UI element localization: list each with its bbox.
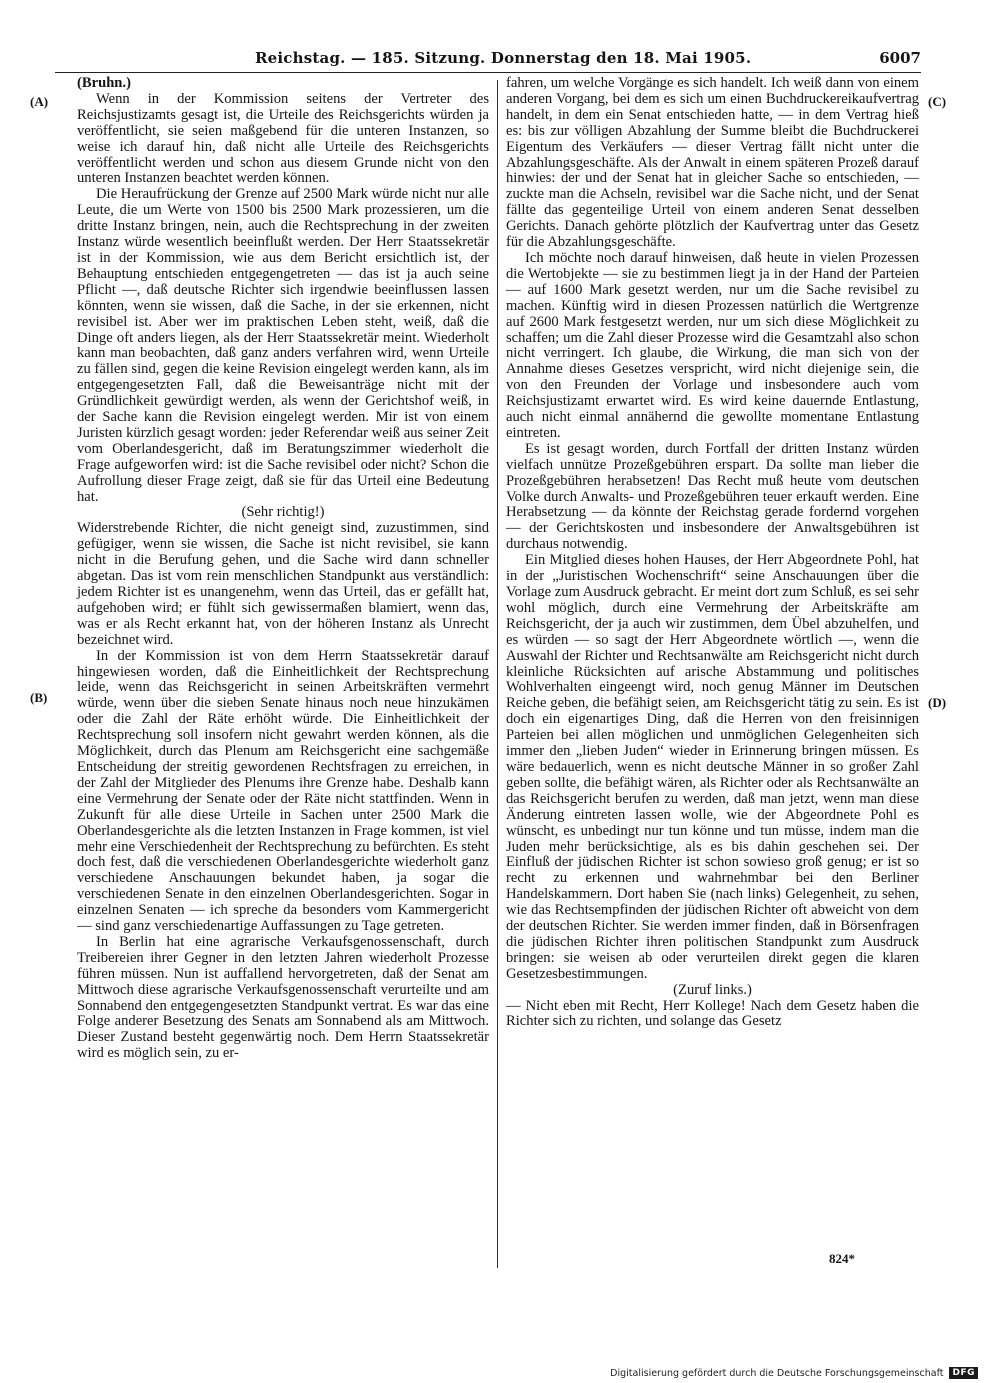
dfg-logo-icon: DFG: [949, 1367, 978, 1379]
paragraph: — Nicht eben mit Recht, Herr Kollege! Nach dem Gesetz haben die Richter sich zu richten, und solange das Gesetz: [506, 997, 919, 1030]
margin-marker-d: (D): [928, 695, 947, 710]
digitization-credit: Digitalisierung gefördert durch die Deutsche Forschungsgemeinschaft: [610, 1367, 944, 1379]
paragraph: fahren, um welche Vorgänge es sich handelt. Ich weiß dann von einem anderen Vorgang, bei dem es sich um einen Buchdruckereikaufvertrag handelt, in dem ein Senat entschieden hatte, — in dem Vertrag hieß es: bis zur völligen Abzahlung der Summe bleibt die Buchdruckerei Eigentum des Verkäufers — dieser Vertrag fällt nicht unter die Abzahlungsgeschäfte. Als der Anwalt in einem späteren Prozeß darauf hinwies: der und der Senat hat in gleicher Sache so entschieden, — zuckte man die Achseln, revisibel war die Sache nicht, und der Senat fällte das gegenteilige Urteil von einem anderen Senat desselben Gerichts. Danach gehörte plötzlich der Kaufvertrag unter das Gesetz für die Abzahlungsgeschäfte.: [506, 75, 919, 251]
page-number: 6007: [879, 49, 921, 67]
paragraph: Widerstrebende Richter, die nicht geneigt sind, zuzustimmen, sind gefügiger, wenn sie wissen, die Sache ist nicht revisibel, sie kann nicht in die Berufung gehen, und die Sache wird dann schneller abgetan. Das ist vom rein menschlichen Standpunkt aus verständlich: jedem Richter ist es unangenehm, wenn das Urteil, das er gefällt hat, aufgehoben wird; er fühlt sich gewissermaßen blamiert, wenn das, was er als Recht erkannt hat, von der höheren Instanz als Unrecht bezeichnet wird.: [77, 520, 489, 648]
margin-marker-b: (B): [30, 690, 48, 705]
running-title: Reichstag. — 185. Sitzung. Donnerstag den 18. Mai 1905.: [255, 49, 752, 67]
margin-marker-c: (C): [928, 94, 947, 109]
paragraph: In Berlin hat eine agrarische Verkaufsgenossenschaft, durch Treibereien ihrer Gegner in den letzten Jahren wiederholt Prozesse führen müssen. Nun ist auffallend hervorgetreten, daß der Senat am Mittwoch diese agrarische Verkaufsgenossenschaft verurteilte und am Sonnabend den entgegengesetzten Standpunkt vertrat. Es war das eine Folge anderer Besetzung des Senats am Sonnabend als am Mittwoch. Dieser Zustand besteht gegenwärtig noch. Dem Herrn Staatssekretär wird es möglich sein, zu er-: [77, 933, 489, 1062]
digitization-footer: [610, 1366, 978, 1380]
paragraph: Ich möchte noch darauf hinweisen, daß heute in vielen Prozessen die Wertobjekte — sie zu bestimmen liegt ja in der Hand der Parteien — auf 1600 Mark gesetzt werden, nur um die Sache revisibel zu machen. Künftig wird in diesen Prozessen natürlich die Wertgrenze auf 2600 Mark festgesetzt werden, nur um sich diese Möglichkeit zu schaffen; um die Zahl dieser Prozesse wird die Gesamtzahl also schon nicht verringert. Ich glaube, die Wirkung, die man sich von der Annahme dieses Gesetzes verspricht, wird nicht diejenige sein, die von den Freunden der Vorlage und insbesondere auch vom Reichsjustizamt erwartet wird. Es wird keine dauernde Entlastung, auch nicht einmal annähernd die gewollte momentane Entlastung eintreten.: [506, 249, 919, 441]
margin-marker-a: (A): [30, 94, 49, 109]
paragraph: Ein Mitglied dieses hohen Hauses, der Herr Abgeordnete Pohl, hat in der „Juristischen Wochenschrift“ seine Anschauungen über die Vorlage zum Ausdruck gebracht. Er meint dort zum Schluß, es sei sehr wohl möglich, durch eine Vermehrung der Arbeitskräfte am Reichsgericht, der ja auch wir zustimmen, dem Übel abzuhelfen, und es würden — so sagt der Herr Abgeordnete wörtlich —, wenn die Auswahl der Richter und Rechtsanwälte am Reichsgericht nicht durch kleinliche Rücksichten auf arische Abstammung und politisches Wohlverhalten eingeengt wird, noch genug Männer im Deutschen Reiche geben, die befähigt seien, am Reichsgericht tätig zu sein. Es ist doch ein eigenartiges Ding, daß die Herren von den freisinnigen Parteien bei allen möglichen und unmöglichen Gelegenheiten sich immer den „lieben Juden“ wieder in Erinnerung bringen müssen. Es wäre bedauerlich, wenn es nicht deutsche Männer in so großer Zahl geben sollte, die befähigt wären, als Richter oder als Rechtsanwälte an das Reichsgericht berufen zu werden, daß man jetzt, wenn man diese Änderung eintreten lassen wolle, wie der Abgeordnete Pohl es wünscht, es unbedingt nur tun könne und tun müsse, indem man die Juden mehr berücksichtige, als es bis dahin geschehen sei. Der Einfluß der jüdischen Richter ist schon sowieso groß genug; er ist so recht zu erkennen und wahrnehmbar bei den Berliner Handelskammern. Dort haben Sie (nach links) Gelegenheit, zu sehen, wie das Rechtsempfinden der jüdischen Richter oft abweicht von dem der deutschen Richter. Sie werden immer finden, daß in Börsenfragen die jüdischen Richter ihren politischen Standpunkt zum Ausdruck bringen: sie weisen ab oder verurteilen direkt gegen die klaren Gesetzesbestimmungen.: [506, 552, 919, 982]
left-column: [77, 76, 489, 1062]
interjection: (Sehr richtig!): [241, 504, 325, 521]
paragraph: Wenn in der Kommission seitens der Vertreter des Reichsjustizamts gesagt ist, die Urteile des Reichsgerichts würden ja veröffentlicht, sie seien maßgebend für die unteren Instanzen, so weise ich darauf hin, daß nicht alle Urteile des Reichsgerichts veröffentlicht werden und schon aus diesem Grunde nicht von den unteren Instanzen beachtet werden können.: [77, 90, 489, 187]
sheet-signature: 824*: [829, 1251, 855, 1266]
paragraph: In der Kommission ist von dem Herrn Staatssekretär darauf hingewiesen worden, daß die Einheitlichkeit der Rechtsprechung leide, wenn das Reichsgericht in seinen Arbeitskräften vermehrt würde, wenn über die sieben Senate hinaus noch neue hinzukämen oder die Zahl der Räte erhöht würde. Die Einheitlichkeit der Rechtsprechung soll insofern nicht gewahrt werden können, als die Möglichkeit, durch das Plenum am Reichsgericht eine sachgemäße Entscheidung der streitig gewordenen Rechtsfragen zu erreichen, in der Zahl der Mitglieder des Plenums ihre Grenze habe. Deshalb kann eine Vermehrung der Senate oder der Räte nicht stattfinden. Wenn in Zukunft für alle diese Urteile in Sachen unter 2500 Mark die Oberlandesgerichte als die letzten Instanzen in Frage kommen, ist viel mehr eine Verschiedenheit der Rechtsprechung zu befürchten. Es steht doch fest, daß die verschiedenen Oberlandesgerichte wiederholt ganz verschiedene Anschauungen bekundet haben, ja sogar die verschiedenen Senate in den einzelnen Oberlandesgerichten. Sogar in einzelnen Senaten — ich spreche da besonders vom Kammergericht — sind ganz verschiedenartige Auffassungen zu Tage getreten.: [77, 647, 489, 935]
paragraph: Die Heraufrückung der Grenze auf 2500 Mark würde nicht nur alle Leute, die um Werte von 1500 bis 2500 Mark prozessieren, um die dritte Instanz bringen, nein, auch die Rechtsprechung in der zweiten Instanz würde wesentlich beeinflußt werden. Der Herr Staatssekretär ist in der Kommission, wie aus dem Bericht ersichtlich ist, der Behauptung entschieden entgegengetreten — das ist ja auch seine Pflicht —, daß deutsche Richter sich irgendwie beeinflussen lassen könnten, wenn sie wissen, daß die Sache, in der sie erkennen, nicht revisibel ist. Aber wer im praktischen Leben steht, weiß, daß die Dinge oft anders liegen, als der Herr Staatssekretär meint. Wiederholt kann man beobachten, daß ganz anders verfahren wird, wenn Urteile zu fällen sind, gegen die keine Revision eingelegt werden kann, als im entgegengesetzten Fall, daß die Beweisanträge nicht mit der Gründlichkeit gewürdigt werden, als wenn der Gerichtshof weiß, in der Sache kann die Revision eingelegt werden. Mir ist von einem Juristen kürzlich gesagt worden: jeder Referendar weiß aus seiner Zeit vom Oberlandesgericht, daß im Beratungszimmer wiederholt die Frage aufgeworfen wird: ist die Sache revisibel oder nicht? Schon die Aufrollung dieser Frage zeigt, daß sie für das Urteil eine Bedeutung hat.: [77, 186, 489, 505]
paragraph: Es ist gesagt worden, durch Fortfall der dritten Instanz würden vielfach unnütze Prozeßgebühren erspart. Da sollte man lieber die Prozeßgebühren herabsetzen! Das Recht muß heute vom deutschen Volke durch Anwalts- und Prozeßgebühren teuer erkauft werden. Eine Herabsetzung — da könnte der Reichstag gerade fordernd vorgehen — der Gerichtskosten und insbesondere der Anwaltsgebühren ist durchaus notwendig.: [506, 440, 919, 553]
right-column: [506, 76, 919, 1030]
interjection: (Zuruf links.): [673, 981, 752, 998]
speaker-name: (Bruhn.): [77, 75, 131, 91]
page-header: [55, 46, 921, 73]
column-divider: [497, 80, 498, 1268]
